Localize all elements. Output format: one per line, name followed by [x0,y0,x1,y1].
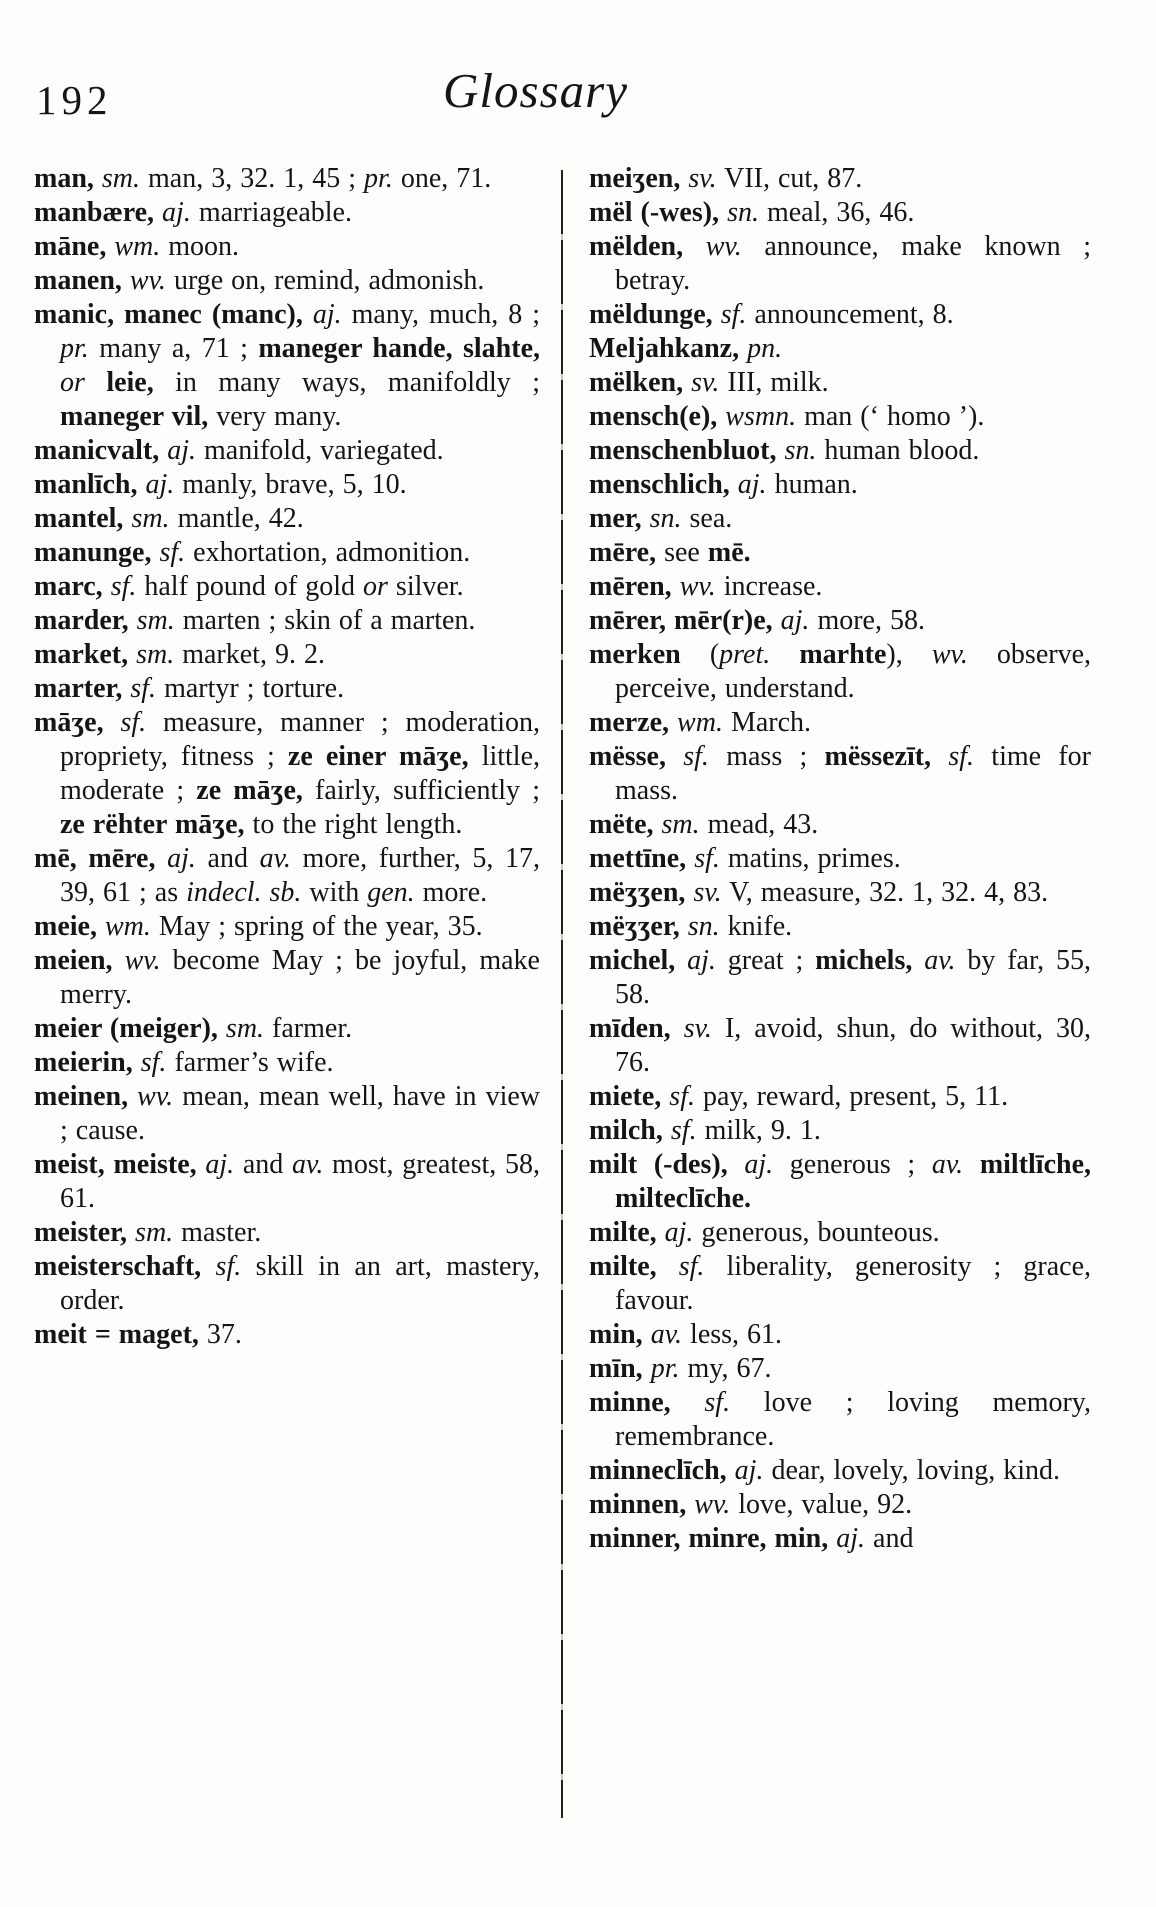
definition-text: announcement, 8. [746,299,954,330]
definition-text: one, 71. [392,163,492,194]
definition-text: more, further, 5, 17, 39, 61 ; as [60,843,540,908]
definition-text: sea. [681,503,733,534]
definition-text: in many ways, manifoldly ; [153,367,540,398]
headword: marter, [34,673,131,704]
definition-text: March. [722,707,812,738]
grammar-abbreviation: aj. [664,1217,694,1248]
grammar-abbreviation: wv. [137,1081,174,1112]
headword: miete, [589,1081,670,1112]
grammar-abbreviation: sf. [110,571,137,602]
right-column [589,162,1091,1556]
definition-text: human. [766,469,858,500]
glossary-entry [589,1080,1091,1114]
headword: mëlden, [589,231,706,262]
headword: mē. [707,537,751,568]
definition-text: mean, mean well, have in view ; cause. [60,1081,540,1146]
glossary-entry [589,230,1091,298]
grammar-abbreviation: pr. [650,1353,680,1384]
headword: merze, [589,707,678,738]
headword: meien, [34,945,125,976]
definition-text: and [234,1149,292,1180]
page-number: 192 [36,77,113,123]
column-divider-rule [561,170,563,1818]
headword: milte, [589,1217,665,1248]
definition-text: mead, 43. [699,809,819,840]
definition-text: observe, perceive, understand. [615,639,1091,704]
glossary-entry [589,502,1091,536]
grammar-abbreviation: sv. [688,163,717,194]
definition-text: more, 58. [809,605,925,636]
headword: meinen, [34,1081,138,1112]
definition-text: man, 3, 32. 1, 45 ; [140,163,365,194]
grammar-abbreviation: sf. [720,299,747,330]
glossary-entry [589,196,1091,230]
definition-text: many a, 71 ; [88,333,259,364]
grammar-abbreviation: sf. [670,1115,697,1146]
grammar-abbreviation: sm. [136,605,175,636]
definition-text: man (‘ homo ’). [796,401,985,432]
headword: meist, meiste, [34,1149,206,1180]
headword: mettīne, [589,843,695,874]
grammar-abbreviation: sf. [694,843,720,874]
grammar-abbreviation: sf. [704,1387,731,1418]
glossary-entry [589,1216,1091,1250]
definition-text: very many. [208,401,342,432]
headword: milte, [589,1251,679,1282]
definition-text: by far, 55, 58. [615,945,1091,1010]
glossary-entry [34,1148,540,1216]
definition-text: I, avoid, shun, do without, 30, 76. [615,1013,1091,1078]
definition-text: manly, brave, 5, 10. [174,469,407,500]
glossary-entry [589,1012,1091,1080]
definition-text: silver. [387,571,464,602]
grammar-abbreviation: av. [924,945,956,976]
definition-text: ( [709,639,720,670]
definition-text: with [301,877,368,908]
definition-text: little, moderate ; [60,741,541,806]
grammar-abbreviation: sn. [784,435,817,466]
definition-text: more. [414,877,488,908]
definition-text: farmer. [264,1013,353,1044]
headword: manen, [34,265,130,296]
headword: meister, [34,1217,136,1248]
grammar-abbreviation: sf. [683,741,709,772]
headword: mësse, [589,741,684,772]
definition-text: May ; spring of the year, 35. [150,911,483,942]
headword: merken [589,639,710,670]
headword: mīn, [589,1353,651,1384]
grammar-abbreviation: sm. [131,503,170,534]
glossary-entry [589,1386,1091,1454]
grammar-abbreviation: sf. [120,707,147,738]
definition-text: many, much, 8 ; [341,299,541,330]
definition-text: half pound of gold [136,571,364,602]
definition-text: skill in an art, mastery, order. [60,1251,540,1316]
glossary-entry [589,570,1091,604]
headword: ze māʒe, [196,775,303,806]
glossary-entry [34,1046,540,1080]
definition-text [963,1149,980,1180]
glossary-entry [34,570,540,604]
glossary-entry [589,604,1091,638]
headword: manlīch, [34,469,146,500]
glossary-entry [589,536,1091,570]
grammar-abbreviation: aj. [162,197,191,228]
definition-text: ), [886,639,932,670]
grammar-abbreviation: sv. [691,367,720,398]
headword: ze einer māʒe, [287,741,469,772]
definition-text [770,639,799,670]
definition-text: dear, lovely, loving, kind. [763,1455,1061,1486]
headword: maneger hande, slahte, [258,333,540,364]
grammar-abbreviation: wv. [679,571,716,602]
glossary-entry [34,162,540,196]
headword: mantel, [34,503,132,534]
glossary-entry [589,298,1091,332]
glossary-entry [589,1454,1091,1488]
headword: market, [34,639,137,670]
grammar-abbreviation: sv. [683,1013,712,1044]
grammar-abbreviation: wv. [931,639,968,670]
grammar-abbreviation: wv. [124,945,161,976]
grammar-abbreviation: indecl. sb. [186,877,302,908]
definition-text: mantle, 42. [169,503,304,534]
definition-text: see [656,537,708,568]
definition-text: exhortation, admonition. [185,537,471,568]
grammar-abbreviation: aj. [145,469,175,500]
headword: meisterschaft, [34,1251,216,1282]
definition-text: moon. [160,231,240,262]
headword: mëldunge, [589,299,721,330]
glossary-entry [589,1488,1091,1522]
definition-text: and [865,1523,914,1554]
definition-text: and [195,843,260,874]
glossary-entry [589,332,1091,366]
definition-text: generous, bounteous. [693,1217,940,1248]
glossary-entry [589,706,1091,740]
definition-text: announce, make known ; betray. [615,231,1092,296]
headword: maneger vil, [60,401,209,432]
definition-text: milk, 9. 1. [696,1115,821,1146]
definition-text: my, 67. [679,1353,772,1384]
grammar-abbreviation: sn. [687,911,720,942]
glossary-entry [589,910,1091,944]
definition-text: increase. [715,571,823,602]
headword: meie, [34,911,105,942]
grammar-abbreviation: pr. [60,333,89,364]
headword: mëʒʒen, [589,877,694,908]
grammar-abbreviation: sf. [669,1081,695,1112]
definition-text: urge on, remind, admonish. [165,265,485,296]
definition-text: become May ; be joyful, make merry. [60,945,540,1010]
grammar-abbreviation: aj. [780,605,810,636]
glossary-entry [589,1148,1091,1216]
glossary-entry [589,740,1091,808]
grammar-abbreviation: wv. [129,265,166,296]
headword: minne, [589,1387,705,1418]
definition-text: generous ; [773,1149,932,1180]
headword: menschenbluot, [589,435,785,466]
headword: manbære, [34,197,163,228]
glossary-entry [589,366,1091,400]
headword: milt (-des), [589,1149,745,1180]
headword: manic, manec (manc), [34,299,313,330]
grammar-abbreviation: sm. [136,639,175,670]
definition-text: fairly, sufficiently ; [302,775,540,806]
definition-text: matins, primes. [719,843,901,874]
definition-text: V, measure, 32. 1, 32. 4, 83. [721,877,1049,908]
definition-text: great ; [715,945,816,976]
glossary-entry [34,1080,540,1148]
grammar-abbreviation: aj. [167,435,196,466]
grammar-abbreviation: sf. [948,741,975,772]
glossary-entry [34,672,540,706]
headword: man, [34,163,102,194]
definition-text: III, milk. [719,367,829,398]
definition-text: less, 61. [682,1319,783,1350]
headword: mëlken, [589,367,692,398]
definition-text: pay, reward, present, 5, 11. [694,1081,1009,1112]
headword: menschlich, [589,469,738,500]
glossary-entry [589,808,1091,842]
headword: mël (-wes), [589,197,728,228]
grammar-abbreviation: sm. [225,1013,265,1044]
headword: miltlīche, milteclīche. [615,1149,1092,1214]
grammar-abbreviation: pret. [719,639,771,670]
headword: manunge, [34,537,160,568]
running-head-title: Glossary [443,63,628,118]
definition-text: mass ; [708,741,825,772]
definition-text: knife. [719,911,793,942]
grammar-abbreviation: aj. [836,1523,866,1554]
definition-text: most, greatest, 58, 61. [60,1149,540,1214]
grammar-abbreviation: sv. [693,877,722,908]
grammar-abbreviation: gen. [367,877,415,908]
headword: meierin, [34,1047,141,1078]
glossary-entry [589,1250,1091,1318]
definition-text: human blood. [816,435,980,466]
headword: mer, [589,503,650,534]
glossary-entry [34,1250,540,1318]
grammar-abbreviation: or [60,367,85,398]
grammar-abbreviation: av. [931,1149,964,1180]
grammar-abbreviation: sm. [661,809,700,840]
definition-text: love ; loving memory, remembrance. [615,1387,1091,1452]
headword: mëʒʒer, [589,911,688,942]
headword: mēren, [589,571,680,602]
grammar-abbreviation: sn. [649,503,682,534]
headword: milch, [589,1115,671,1146]
glossary-entry [34,468,540,502]
grammar-abbreviation: sn. [727,197,759,228]
glossary-entry [34,230,540,264]
grammar-abbreviation: aj. [734,1455,764,1486]
grammar-abbreviation: aj. [205,1149,235,1180]
glossary-entry [34,1318,540,1352]
glossary-entry [589,434,1091,468]
grammar-abbreviation: sf. [130,673,157,704]
headword: michel, [589,945,688,976]
headword: michels, [815,945,925,976]
definition-text: master. [173,1217,262,1248]
definition-text: liberality, generosity ; grace, favour. [615,1251,1091,1316]
grammar-abbreviation: pr. [364,163,393,194]
glossary-entry [589,1114,1091,1148]
definition-text: farmer’s wife. [166,1047,334,1078]
grammar-abbreviation: sf. [678,1251,705,1282]
glossary-entry [34,1216,540,1250]
grammar-abbreviation: aj. [312,299,342,330]
headword: mīden, [589,1013,684,1044]
grammar-abbreviation: sf. [215,1251,242,1282]
glossary-entry [34,842,540,910]
definition-text: market, 9. 2. [174,639,325,670]
headword: māne, [34,231,115,262]
glossary-entry [589,1522,1091,1556]
headword: mē, mēre, [34,843,168,874]
headword: mēre, [589,537,657,568]
headword: minnen, [589,1489,695,1520]
headword: manicvalt, [34,435,168,466]
headword: ze rëhter māʒe, [60,809,245,840]
glossary-entry [589,842,1091,876]
headword: min, [589,1319,651,1350]
definition-text: marriageable. [190,197,352,228]
glossary-entry [34,1012,540,1046]
headword: meit = maget, [34,1319,207,1350]
definition-text: time for mass. [615,741,1091,806]
glossary-entry [589,400,1091,434]
definition-text: VII, cut, 87. [716,163,863,194]
glossary-entry [589,162,1091,196]
definition-text: measure, manner ; moderation, propriety, fitness ; [60,707,541,772]
headword: māʒe, [34,707,121,738]
headword: minneclīch, [589,1455,735,1486]
glossary-entry [589,468,1091,502]
glossary-entry [589,876,1091,910]
glossary-entry [34,910,540,944]
headword: mëssezīt, [824,741,949,772]
glossary-entry [34,434,540,468]
grammar-abbreviation: aj. [167,843,196,874]
glossary-entry [34,502,540,536]
glossary-entry [589,1318,1091,1352]
glossary-entry [34,536,540,570]
definition-text: marten ; skin of a marten. [174,605,476,636]
glossary-entry [589,1352,1091,1386]
glossary-entry [34,944,540,1012]
headword: marc, [34,571,111,602]
grammar-abbreviation: pn. [747,333,783,364]
grammar-abbreviation: sm. [135,1217,174,1248]
headword: marhte [799,639,887,670]
grammar-abbreviation: wm. [677,707,723,738]
grammar-abbreviation: wv. [694,1489,731,1520]
glossary-entry [34,604,540,638]
headword: marder, [34,605,137,636]
headword: minner, minre, min, [589,1523,837,1554]
definition-text: meal, 36, 46. [758,197,915,228]
glossary-entry [34,196,540,230]
headword: mëte, [589,809,662,840]
glossary-entry [589,638,1091,706]
headword: leie, [84,367,154,398]
definition-text: to the right length. [244,809,463,840]
headword: meiʒen, [589,163,689,194]
headword: mērer, mēr(r)e, [589,605,781,636]
grammar-abbreviation: wm. [114,231,161,262]
grammar-abbreviation: sf. [140,1047,167,1078]
glossary-entry [34,264,540,298]
grammar-abbreviation: av. [291,1149,324,1180]
glossary-entry [589,944,1091,1012]
grammar-abbreviation: av. [650,1319,683,1350]
grammar-abbreviation: aj. [737,469,767,500]
grammar-abbreviation: sm. [101,163,141,194]
grammar-abbreviation: aj. [687,945,716,976]
grammar-abbreviation: wm. [104,911,151,942]
headword: mensch(e), [589,401,726,432]
headword: Meljahkanz, [589,333,748,364]
glossary-entry [34,298,540,434]
grammar-abbreviation: sf. [159,537,186,568]
grammar-abbreviation: aj. [744,1149,774,1180]
definition-text: manifold, variegated. [196,435,444,466]
grammar-abbreviation: or [363,571,388,602]
left-column [34,162,540,1352]
headword: meier (meiger), [34,1013,226,1044]
grammar-abbreviation: wv. [705,231,742,262]
glossary-entry [34,638,540,672]
definition-text: love, value, 92. [730,1489,913,1520]
glossary-entry [34,706,540,842]
definition-text: 37. [206,1319,242,1350]
definition-text: martyr ; torture. [156,673,345,704]
grammar-abbreviation: av. [259,843,291,874]
grammar-abbreviation: wsmn. [725,401,797,432]
